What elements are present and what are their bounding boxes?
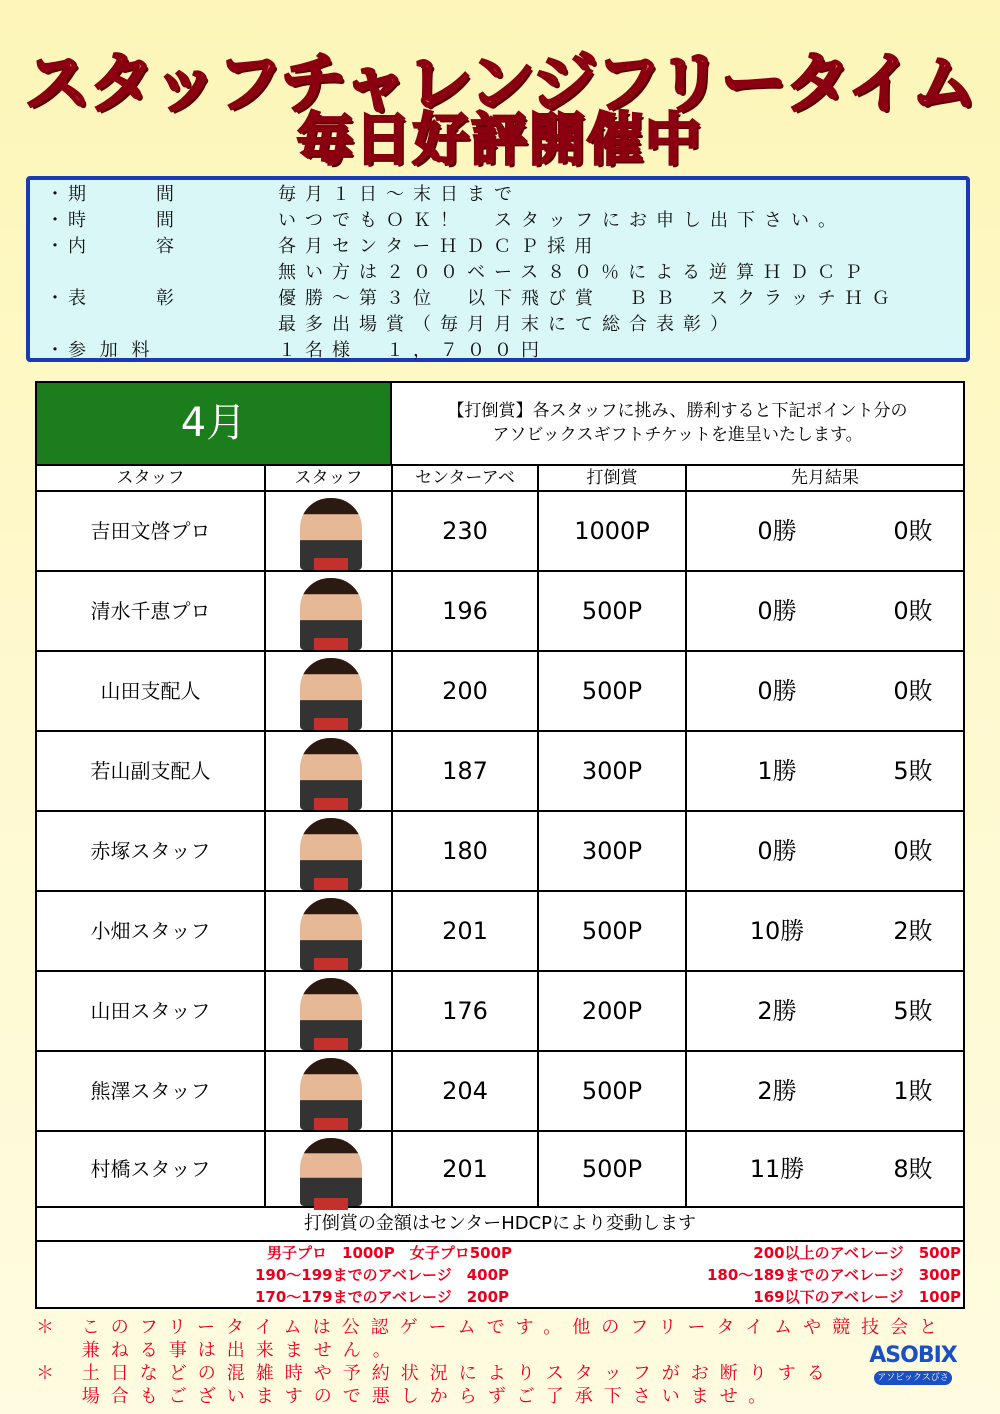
rate-left-3: 170～179までのアベレージ 200P [255,1288,510,1306]
header-photo: スタッフ [266,466,393,492]
staff-results [687,652,963,730]
staff-wins: 0勝 [757,677,797,705]
footnote-line: ＊ このフリータイムは公認ゲームです。他のフリータイムや競技会と [36,1317,949,1338]
info-row-period [38,182,966,208]
asobix-logo [868,1343,958,1397]
staff-results [687,572,963,650]
staff-name: 小畑スタッフ [37,892,266,970]
staff-average: 180 [393,812,539,890]
rate-right-3: 169以下のアベレージ 100P [753,1288,961,1306]
staff-results [687,892,963,970]
staff-name: 村橋スタッフ [37,1132,266,1206]
staff-name: 熊澤スタッフ [37,1052,266,1130]
info-label: ・表 彰 [46,288,178,309]
page-subtitle: 毎日好評開催中 [297,108,703,173]
staff-photo [266,572,393,650]
staff-wins: 2勝 [757,997,797,1025]
staff-name: 山田支配人 [37,652,266,730]
staff-photo [266,1132,393,1206]
staff-average: 176 [393,972,539,1050]
staff-wins: 2勝 [757,1077,797,1105]
staff-average: 201 [393,1132,539,1206]
info-value: いつでもＯＫ！ スタッフにお申し出下さい。 [278,210,845,231]
staff-results [687,1132,963,1206]
info-label: ・内 容 [46,236,178,257]
staff-prize: 300P [539,812,687,890]
staff-wins: 0勝 [757,837,797,865]
footnotes [36,1316,976,1408]
staff-wins: 0勝 [757,597,797,625]
staff-average: 230 [393,492,539,570]
header-results: 先月結果 [687,466,963,492]
header-prize: 打倒賞 [539,466,687,492]
page-title: スタッフチャレンジフリータイム [24,45,976,122]
logo-text: ASOBIX [869,1343,957,1368]
info-row-award-2 [38,312,966,338]
staff-losses: 5敗 [893,997,933,1025]
info-label: ・時 間 [46,210,178,231]
staff-name: 清水千恵プロ [37,572,266,650]
info-row-fee [38,338,966,364]
info-row-award [38,286,966,312]
staff-prize: 200P [539,972,687,1050]
staff-photo-image [300,738,362,810]
staff-losses: 0敗 [893,597,933,625]
footnote-line: 場合もございますので悪しからずご了承下さいませ。 [36,1386,778,1407]
staff-wins: 10勝 [749,917,805,945]
info-row-time [38,208,966,234]
table-row [37,732,963,812]
staff-photo [266,492,393,570]
staff-photo [266,972,393,1050]
prize-description-line2: アソビックスギフトチケットを進呈いたします。 [492,425,863,445]
staff-losses: 8敗 [893,1155,933,1183]
rate-right-1: 200以上のアベレージ 500P [753,1244,961,1262]
header-staff: スタッフ [37,466,266,492]
staff-prize: 500P [539,1132,687,1206]
staff-wins: 0勝 [757,517,797,545]
table-row [37,972,963,1052]
info-value: １名様 １，７００円 [278,340,548,361]
staff-losses: 2敗 [893,917,933,945]
staff-results [687,492,963,570]
staff-prize: 300P [539,732,687,810]
staff-losses: 0敗 [893,677,933,705]
month-label: 4月 [37,383,392,466]
info-value: 各月センターＨＤＣＰ採用 [278,236,602,257]
staff-photo-image [300,978,362,1050]
staff-photo [266,892,393,970]
rate-left-1: 男子プロ 1000P 女子プロ500P [267,1244,513,1262]
info-value: 毎月１日～末日まで [278,184,521,205]
staff-results [687,732,963,810]
info-value: 優勝～第３位 以下飛び賞 ＢＢ スクラッチＨＧ [278,288,899,309]
staff-name: 赤塚スタッフ [37,812,266,890]
staff-average: 204 [393,1052,539,1130]
staff-photo-image [300,578,362,650]
staff-name: 山田スタッフ [37,972,266,1050]
table-row [37,572,963,652]
staff-name: 吉田文啓プロ [37,492,266,570]
info-box [26,176,970,362]
staff-prize: 500P [539,892,687,970]
prize-rates [37,1242,963,1308]
staff-losses: 5敗 [893,757,933,785]
staff-average: 187 [393,732,539,810]
prize-description [392,383,963,466]
info-row-content-2 [38,260,966,286]
table-row [37,1052,963,1132]
staff-prize: 500P [539,652,687,730]
staff-photo-image [300,498,362,570]
staff-photo [266,732,393,810]
table-row [37,812,963,892]
staff-photo-image [300,818,362,890]
staff-photo-image [300,898,362,970]
staff-photo [266,1052,393,1130]
staff-average: 201 [393,892,539,970]
info-label: ・参 加 料 [46,340,154,361]
header-average: センターアベ [393,466,539,492]
staff-prize: 500P [539,572,687,650]
prize-variation-note: 打倒賞の金額はセンターHDCPにより変動します [37,1208,963,1242]
staff-losses: 0敗 [893,517,933,545]
staff-photo-image [300,1058,362,1130]
staff-wins: 1勝 [757,757,797,785]
staff-average: 196 [393,572,539,650]
rate-right-2: 180～189までのアベレージ 300P [706,1266,961,1284]
staff-photo-image [300,1138,362,1206]
footnote-line: ＊ 土日などの混雑時や予約状況によりスタッフがお断りする [36,1363,836,1384]
staff-prize: 500P [539,1052,687,1130]
table-row [37,892,963,972]
staff-results [687,1052,963,1130]
info-value: 無い方は２００ベース８０％による逆算ＨＤＣＰ [278,262,872,283]
prize-description-line1: 【打倒賞】各スタッフに挑み、勝利すると下記ポイント分の [447,401,908,421]
table-row [37,652,963,732]
staff-photo-image [300,658,362,730]
staff-results [687,972,963,1050]
staff-prize: 1000P [539,492,687,570]
rate-left-2: 190～199までのアベレージ 400P [255,1266,510,1284]
staff-name: 若山副支配人 [37,732,266,810]
staff-photo [266,812,393,890]
staff-results [687,812,963,890]
staff-wins: 11勝 [749,1155,805,1183]
staff-photo [266,652,393,730]
footnote-line: 兼ねる事は出来ません。 [36,1340,402,1361]
staff-losses: 0敗 [893,837,933,865]
info-row-content [38,234,966,260]
table-row [37,492,963,572]
info-value: 最多出場賞（毎月月末にて総合表彰） [278,314,737,335]
staff-losses: 1敗 [893,1077,933,1105]
staff-table [35,381,965,1309]
table-row [37,1132,963,1208]
info-label: ・期 間 [46,184,178,205]
logo-subtext: アソビックスびさい [874,1371,952,1385]
staff-average: 200 [393,652,539,730]
